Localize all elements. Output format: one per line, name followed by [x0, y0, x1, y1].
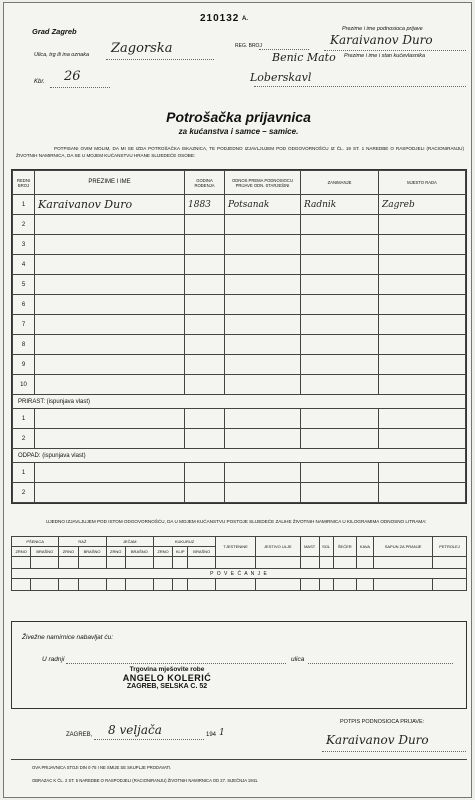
- person-occupation-cell[interactable]: [301, 275, 379, 295]
- person-row-num: 9: [13, 355, 35, 375]
- shop-street-label: ulica: [291, 656, 305, 663]
- person-workplace-cell[interactable]: [379, 255, 466, 275]
- year-suffix: 1: [219, 728, 225, 738]
- sub-zrno: ZRNO: [106, 547, 125, 557]
- sub-zrno: ZRNO: [12, 547, 31, 557]
- person-occupation-cell[interactable]: Radnik: [301, 195, 379, 215]
- persons-table: [12, 170, 466, 503]
- stock-table: [11, 536, 467, 591]
- person-relation-cell[interactable]: [225, 355, 301, 375]
- person-occupation-cell[interactable]: [301, 295, 379, 315]
- registration-form-page: [3, 2, 472, 798]
- col-relation: ODNOS PREMA PODNOSIOCU PRIJAVE ODN. STARJEŠINI: [225, 171, 301, 195]
- shop-box: [11, 621, 467, 709]
- person-relation-cell[interactable]: [225, 375, 301, 395]
- intro-statement: POTPISANI OVIM MOLIM, DA MI SE IZDA POTROŠAČKA ISKAZNICA, TE PODJEDNO IZJAVLJUJEM POD ODGOVORNOŠĆU IZ ČL. 19 ST. 1 NAREDBE O RASPODJELI (RACIONIRANJU) ŽIVOTNIH NAMIRNICA, DA SE U MOJEM KUĆANSTVU HRANE SLIJEDEĆE OSOBE:: [16, 146, 464, 158]
- odpad-cell[interactable]: [35, 483, 185, 503]
- person-workplace-cell[interactable]: Zagreb: [379, 195, 466, 215]
- prirast-row-num: 1: [13, 409, 35, 429]
- person-occupation-cell[interactable]: [301, 375, 379, 395]
- person-year-cell[interactable]: [185, 275, 225, 295]
- prirast-label: PRIRAST: (ispunjava vlast): [13, 395, 466, 409]
- person-workplace-cell[interactable]: [379, 295, 466, 315]
- applicant-value: Karaivanov Duro: [330, 33, 433, 47]
- landlord-label: Prezime i ime i stan kućevlasnika: [344, 53, 426, 59]
- col-num: REDNI BROJ: [13, 171, 35, 195]
- person-occupation-cell[interactable]: [301, 315, 379, 335]
- serial-series: A.: [242, 16, 248, 22]
- stock-table-frame: [11, 536, 467, 591]
- person-relation-cell[interactable]: Potsanak: [225, 195, 301, 215]
- person-row-num: 2: [13, 215, 35, 235]
- form-title: Potrošačka prijavnica: [166, 109, 311, 125]
- person-row: [13, 355, 466, 375]
- odpad-row-num: 1: [13, 463, 35, 483]
- person-year-cell[interactable]: [185, 295, 225, 315]
- sub-brasno: BRAŠNO: [31, 547, 59, 557]
- person-row-num: 4: [13, 255, 35, 275]
- group-kukuruz: KUKURUZ: [153, 537, 215, 547]
- person-row: [13, 215, 466, 235]
- person-row-num: 7: [13, 315, 35, 335]
- date-value: 8 veljača: [108, 723, 162, 737]
- person-occupation-cell[interactable]: [301, 235, 379, 255]
- person-year-cell[interactable]: [185, 255, 225, 275]
- person-name-cell[interactable]: [35, 355, 185, 375]
- stamp-line-1: Trgovina mješovite robe: [129, 666, 205, 673]
- prirast-cell[interactable]: [35, 429, 185, 449]
- person-year-cell[interactable]: [185, 355, 225, 375]
- serial-number: 210132: [200, 13, 240, 24]
- person-row-num: 5: [13, 275, 35, 295]
- person-row: [13, 315, 466, 335]
- col-secer: ŠEĆER: [333, 537, 356, 557]
- persons-table-frame: [11, 169, 467, 504]
- shop-label: U radnji: [42, 656, 65, 663]
- landlord-value-1: Benic Mato: [272, 51, 336, 64]
- person-row: [13, 275, 466, 295]
- sub-brasno: BRAŠNO: [125, 547, 153, 557]
- person-row-num: 10: [13, 375, 35, 395]
- col-mast: MAST: [300, 537, 319, 557]
- col-occupation: ZANIMANJE: [301, 171, 379, 195]
- sub-brasno: BRAŠNO: [188, 547, 216, 557]
- person-relation-cell[interactable]: [225, 235, 301, 255]
- person-relation-cell[interactable]: [225, 335, 301, 355]
- person-name-cell[interactable]: [35, 335, 185, 355]
- signature-value: Karaivanov Duro: [326, 733, 429, 747]
- stamp-line-3: ZAGREB, SELSKA C. 52: [126, 683, 208, 690]
- sub-klip: KLIP: [173, 547, 188, 557]
- person-workplace-cell[interactable]: [379, 215, 466, 235]
- person-occupation-cell[interactable]: [301, 215, 379, 235]
- city-label: Grad Zagreb: [32, 27, 77, 36]
- person-workplace-cell[interactable]: [379, 235, 466, 255]
- prirast-row-num: 2: [13, 429, 35, 449]
- place-label: ZAGREB,: [66, 732, 93, 738]
- person-row: [13, 375, 466, 395]
- person-row: [13, 335, 466, 355]
- person-relation-cell[interactable]: [225, 275, 301, 295]
- col-name: PREZIME I IME: [35, 171, 185, 195]
- person-name-cell[interactable]: [35, 375, 185, 395]
- group-raz: RAŽ: [59, 537, 106, 547]
- person-relation-cell[interactable]: [225, 295, 301, 315]
- col-petrolej: PETROLEJ: [433, 537, 467, 557]
- form-reference-note: OBRAZAC K ČL. 2 ST. 5 NAREDBE O RASPODJELI (RACIONIRANJU) ŽIVOTNIH NAMIRNICA OD 27. SIJEČNJA 1941.: [32, 778, 259, 783]
- signature-label: POTPIS PODNOSIOCA PRIJAVE:: [340, 719, 425, 725]
- sub-zrno: ZRNO: [153, 547, 172, 557]
- col-sapun: SAPUN ZA PRANJE: [374, 537, 433, 557]
- person-workplace-cell[interactable]: [379, 275, 466, 295]
- person-workplace-cell[interactable]: [379, 375, 466, 395]
- col-kava: KAVA: [356, 537, 373, 557]
- person-row-num: 3: [13, 235, 35, 255]
- increase-label: P O V E Ć A N J E: [12, 569, 467, 579]
- person-relation-cell[interactable]: [225, 215, 301, 235]
- price-note: OVA PRIJAVNICA STOJI DIN 0·75 I NE SMIJE SE SKUPLJE PRODAVATI.: [32, 765, 172, 770]
- person-occupation-cell[interactable]: [301, 335, 379, 355]
- person-row: [13, 235, 466, 255]
- person-relation-cell[interactable]: [225, 315, 301, 335]
- col-ulje: JESTIVO ULJE: [256, 537, 301, 557]
- prirast-cell[interactable]: [35, 409, 185, 429]
- person-workplace-cell[interactable]: [379, 335, 466, 355]
- sub-brasno: BRAŠNO: [78, 547, 106, 557]
- street-label: Ulica, trg ili ina oznaka: [34, 52, 90, 58]
- odpad-label: ODPAD: (ispunjava vlast): [13, 449, 466, 463]
- person-row-num: 6: [13, 295, 35, 315]
- person-year-cell[interactable]: [185, 335, 225, 355]
- col-year: GODINA ROĐENJA: [185, 171, 225, 195]
- person-name-cell[interactable]: [35, 215, 185, 235]
- house-label: Kbr.: [34, 79, 45, 85]
- stock-row-increase: [12, 579, 467, 591]
- applicant-label: Prezime i ime podnosioca prijave: [342, 26, 423, 32]
- form-subtitle: za kućanstva i samce – samice.: [178, 127, 299, 136]
- landlord-value-2: Loberskavl: [250, 71, 312, 84]
- stamp-line-2: ANGELO KOLERIĆ: [122, 673, 212, 683]
- reg-number-label: REG. BROJ: [235, 43, 262, 49]
- stock-row-values: [12, 557, 467, 569]
- col-sol: SOL: [319, 537, 333, 557]
- person-name-cell[interactable]: [35, 315, 185, 335]
- person-name-cell[interactable]: [35, 275, 185, 295]
- odpad-row-num: 2: [13, 483, 35, 503]
- sub-zrno: ZRNO: [59, 547, 78, 557]
- group-psenica: PŠENICA: [12, 537, 59, 547]
- person-name-cell[interactable]: Karaivanov Duro: [35, 195, 185, 215]
- person-name-cell[interactable]: [35, 295, 185, 315]
- shop-stamp: [92, 666, 242, 690]
- person-year-cell[interactable]: [185, 375, 225, 395]
- supplies-label: Živežne namirnice nabavljat ću:: [22, 634, 114, 641]
- person-row: [13, 195, 466, 215]
- odpad-cell[interactable]: [35, 463, 185, 483]
- group-jecam: JEČAM: [106, 537, 153, 547]
- person-row: [13, 255, 466, 275]
- person-row-num: 8: [13, 335, 35, 355]
- person-year-cell[interactable]: [185, 315, 225, 335]
- col-tjestenine: TJESTENINE: [216, 537, 256, 557]
- person-row: [13, 295, 466, 315]
- person-workplace-cell[interactable]: [379, 315, 466, 335]
- person-workplace-cell[interactable]: [379, 355, 466, 375]
- person-row-num: 1: [13, 195, 35, 215]
- person-name-cell[interactable]: [35, 235, 185, 255]
- person-year-cell[interactable]: [185, 235, 225, 255]
- street-value: Zagorska: [111, 41, 173, 56]
- house-value: 26: [64, 69, 81, 84]
- person-relation-cell[interactable]: [225, 255, 301, 275]
- person-occupation-cell[interactable]: [301, 355, 379, 375]
- person-year-cell[interactable]: [185, 215, 225, 235]
- person-occupation-cell[interactable]: [301, 255, 379, 275]
- year-prefix: 194: [206, 732, 217, 738]
- person-name-cell[interactable]: [35, 255, 185, 275]
- person-year-cell[interactable]: 1883: [185, 195, 225, 215]
- stock-statement: UJEDNO IZJAVLJUJEM POD ISTOM ODGOVORNOŠĆU, DA U MOJEM KUĆANSTVU POSTOJE SLIJEDEĆE ZALIHE ŽIVOTNIH NAMIRNICA U KILOGRAMIMA ODNOSNO LITRAMA:: [46, 519, 427, 524]
- col-workplace: MJESTO RADA: [379, 171, 466, 195]
